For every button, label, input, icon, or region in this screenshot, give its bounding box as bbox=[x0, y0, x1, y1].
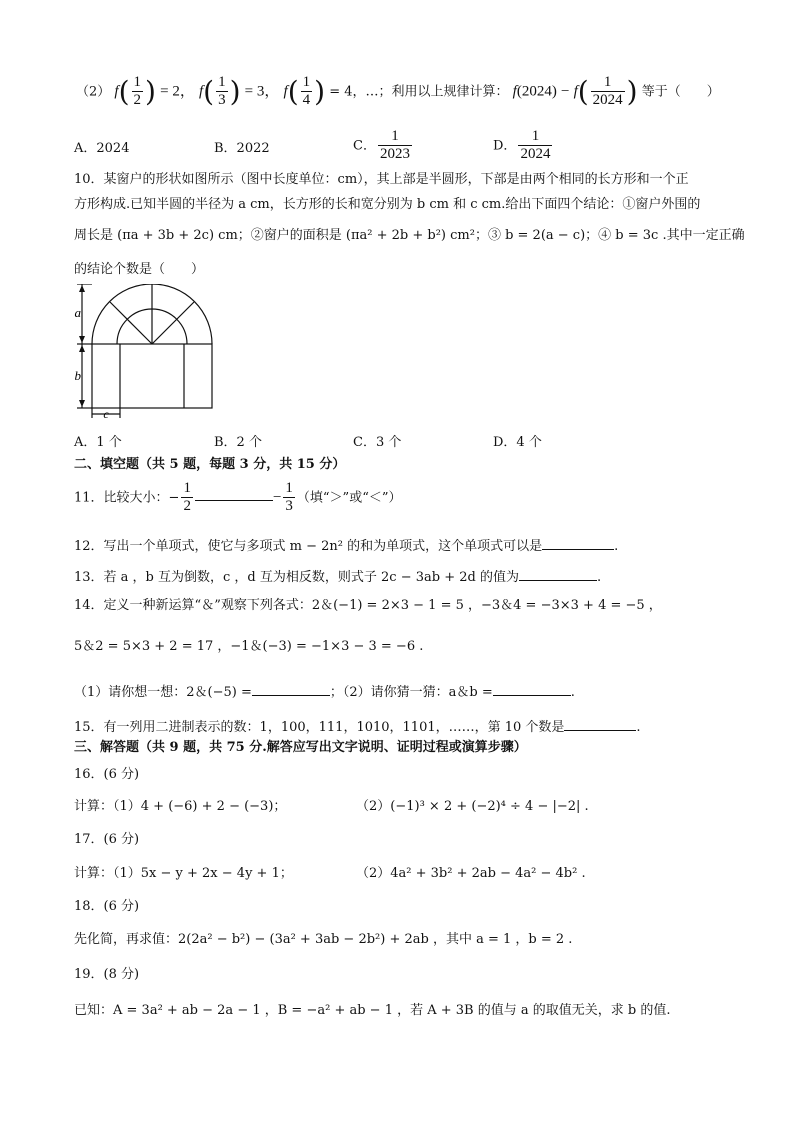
q19-part-1: 已知：A = 3a² + ab − 2a − 1 ，B = −a² + ab − 1 ，若 A + 3B 的值与 a 的取值无关，求 b 的值. bbox=[74, 1003, 671, 1018]
q15: 15．有一列用二进制表示的数：1，100，111，1010，1101，……，第 10 个数是 . bbox=[74, 716, 641, 736]
q9-option-d[interactable]: D． $\frac{1}{2024}$ bbox=[493, 128, 551, 163]
fig-label-c: c bbox=[103, 407, 109, 421]
q10-option-d[interactable]: D．4 个 bbox=[493, 435, 542, 450]
q9-frac-2: $\frac{1}{3}$ bbox=[218, 74, 226, 109]
q19-head: 19．(8 分) bbox=[74, 967, 140, 982]
q9-option-c[interactable]: C． $\frac{1}{2023}$ bbox=[353, 128, 410, 163]
q18-head: 18．(6 分) bbox=[74, 899, 140, 914]
q15-blank[interactable] bbox=[564, 716, 636, 731]
q9-option-a[interactable]: A．2024 bbox=[74, 141, 130, 156]
q9-frac-1: $\frac{1}{2}$ bbox=[133, 74, 142, 109]
section-2-title: 二、填空题（共 5 题，每题 3 分，共 15 分） bbox=[74, 457, 346, 472]
q18-part-1: 先化简，再求值：2(2a² − b²) − (3a² + 3ab − 2b²) + 2ab ，其中 a = 1 ，b = 2 . bbox=[74, 932, 573, 947]
q16-head: 16．(6 分) bbox=[74, 767, 140, 782]
q12: 12．写出一个单项式，使它与多项式 m − 2n² 的和为单项式，这个单项式可以是 . bbox=[74, 535, 618, 555]
q11: 11．比较大小：− $\frac{1}{2}$ − $\frac{1}{3}$ （填“＞”或“＜”） bbox=[74, 480, 402, 515]
q14-blank-2[interactable] bbox=[493, 681, 571, 696]
q12-blank[interactable] bbox=[542, 535, 614, 550]
q10-line-3: 周长是 (πa + 3b + 2c) cm；②窗户的面积是 (πa² + 2b + b²) cm²；③ b = 2(a − c)；④ b = 3c .其中一定正确 bbox=[74, 228, 745, 243]
q10-option-c[interactable]: C．3 个 bbox=[353, 435, 402, 450]
q9-prefix: （2） bbox=[76, 84, 111, 100]
q16-part-1: 计算：（1）4 + (−6) + 2 − (−3)； bbox=[74, 799, 287, 814]
window-figure bbox=[70, 284, 220, 424]
q13-blank[interactable] bbox=[519, 566, 597, 581]
q9-frac-4: $\frac{1}{2024}$ bbox=[592, 74, 623, 109]
q17-part-1: 计算：（1）5x − y + 2x − 4y + 1； bbox=[74, 866, 293, 881]
section-3-title: 三、解答题（共 9 题，共 75 分.解答应写出文字说明、证明过程或演算步骤） bbox=[74, 740, 527, 755]
q10-line-4: 的结论个数是（ ） bbox=[74, 262, 205, 277]
q13: 13．若 a ，b 互为倒数，c ，d 互为相反数，则式子 2c − 3ab + 2d 的值为 . bbox=[74, 566, 601, 586]
q17-part-2: （2）4a² + 3b² + 2ab − 4a² − 4b² . bbox=[356, 866, 586, 881]
q11-blank[interactable] bbox=[195, 486, 273, 501]
q14-subparts: （1）请你想一想：2＆(−5) = ；（2）请你猜一猜：a＆b = . bbox=[74, 681, 575, 701]
fig-label-a: a bbox=[74, 305, 81, 320]
q17-head: 17．(6 分) bbox=[74, 832, 140, 847]
q9-frac-3: $\frac{1}{4}$ bbox=[302, 74, 311, 109]
q14-line-2: 5＆2 = 5×3 + 2 = 17 ，−1＆(−3) = −1×3 − 3 = −6 . bbox=[74, 639, 424, 654]
fig-label-b: b bbox=[74, 368, 81, 383]
q14-blank-1[interactable] bbox=[252, 681, 330, 696]
q16-part-2: （2）(−1)³ × 2 + (−2)⁴ ÷ 4 − |−2| . bbox=[356, 799, 589, 814]
q10-option-a[interactable]: A．1 个 bbox=[74, 435, 122, 450]
q10-option-b[interactable]: B．2 个 bbox=[214, 435, 262, 450]
q10-line-2: 方形构成.已知半圆的半径为 a cm，长方形的长和宽分别为 b cm 和 c cm.给出下面四个结论：①窗户外围的 bbox=[74, 197, 701, 212]
q10-line-1: 10．某窗户的形状如图所示（图中长度单位：cm），其上部是半圆形，下部是由两个相同的长方形和一个正 bbox=[74, 172, 689, 187]
q14-line-1: 14．定义一种新运算“＆”观察下列各式：2＆(−1) = 2×3 − 1 = 5 ，−3＆4 = −3×3 + 4 = −5 ， bbox=[74, 598, 662, 613]
q9-stem: （2） f( $\frac{1}{2}$ ) = 2， f( $\frac{1}{3}$ ) = 3， f( $\frac{1}{4}$ ) = 4，…；利用以上规律计算： f(2024) − f( $\frac{1}{2024}$ ) 等于（ ） bbox=[76, 74, 720, 109]
q9-option-b[interactable]: B．2022 bbox=[214, 141, 270, 156]
